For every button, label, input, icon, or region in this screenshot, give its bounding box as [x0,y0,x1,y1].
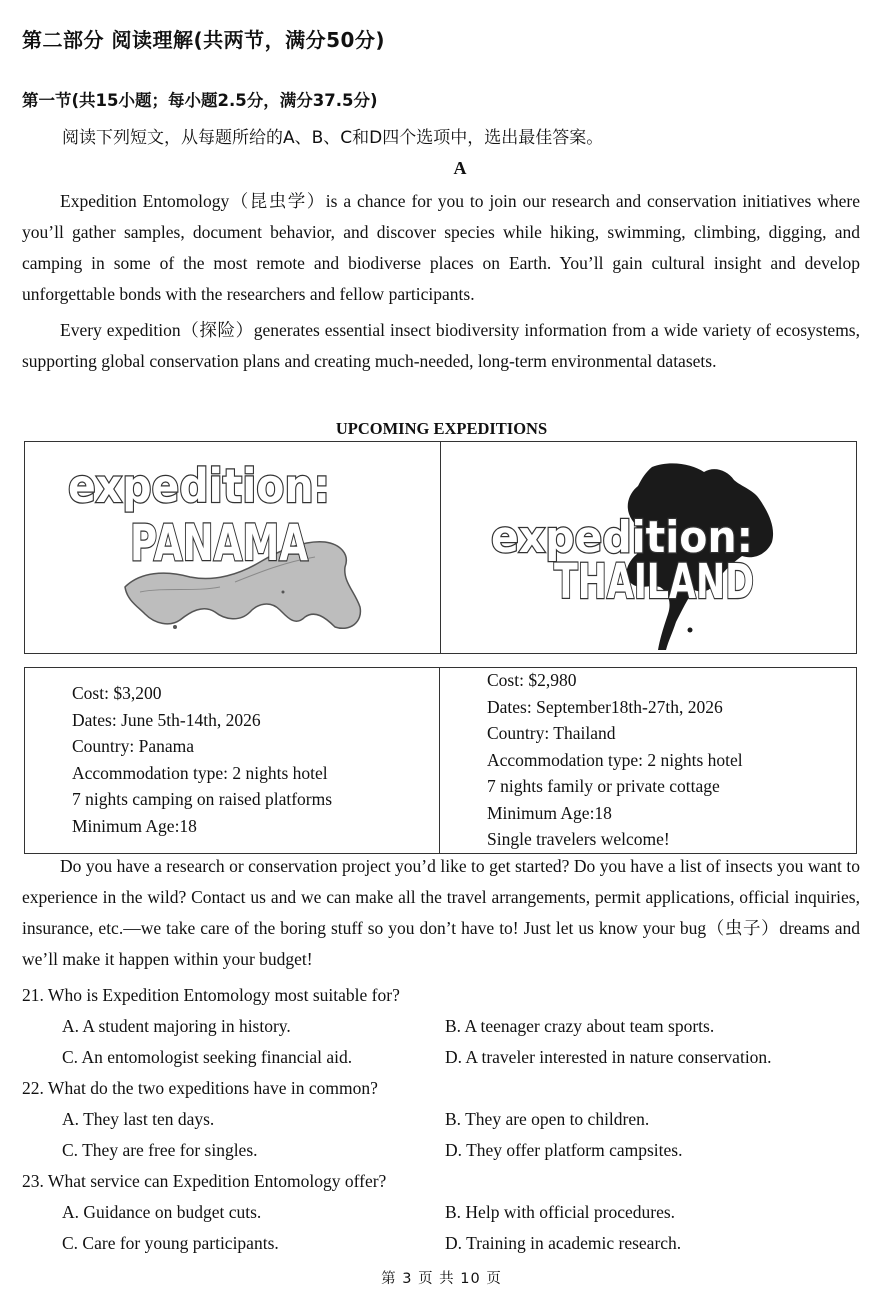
panama-dates: Dates: June 5th-14th, 2026 [72,709,261,730]
panama-country: Country: Panama [72,736,194,756]
svg-text:expedition:: expedition: [491,512,753,563]
instruction-text: 阅读下列短文，从每题所给的A、B、C和D四个选项中，选出最佳答案。 [62,128,604,148]
question-23-option-a: A. Guidance on budget cuts. [62,1202,262,1222]
thailand-accommodation: Accommodation type: 2 nights hotel [487,749,743,770]
panama-cost: Cost: $3,200 [72,683,162,703]
passage-paragraph-1: Expedition Entomology（昆虫学）is a chance for you to join our research and conservation initiatives where you’ll gather samples, document behavior, and discover species while hiking, swimming, climbing, digging, and camping in some of the most remote and biodiverse places on Earth. You’ll gain cultural insight and develop unforgettable bonds with the researchers and fellow participants. [22,191,860,304]
panama-details [72,680,332,839]
page-number: 第 3 页 共 10 页 [381,1271,502,1287]
passage-paragraph-2: Every expedition（探险）generates essential insect biodiversity information from a wide variety of ecosystems, supporting global conservation plans and creating much-needed, long-term environmental datasets. [22,320,860,371]
thailand-logo-image [442,442,856,653]
thailand-details [487,667,743,853]
thailand-country: Country: Thailand [487,723,616,743]
panama-logo-image [25,442,440,653]
question-22-option-a: A. They last ten days. [62,1109,215,1129]
question-21-option-d: D. A traveler interested in nature conservation. [445,1047,772,1067]
question-23-option-d: D. Training in academic research. [445,1233,682,1253]
thailand-min-age: Minimum Age:18 [487,802,612,823]
panama-map-icon [25,442,440,653]
table-title: UPCOMING EXPEDITIONS [335,419,548,438]
question-22-stem: 22. What do the two expeditions have in common? [22,1078,378,1098]
passage-paragraph-3: Do you have a research or conservation project you’d like to get started? Do you have a list of insects you want to experience in the wild? Contact us and we can make all the travel arrangements, permit applications, official inquiries, insurance, etc.—we take care of the boring stuff so you don’t have to! Just let us know your bug（虫子）dreams and we’ll make it happen within your budget! [22,856,860,969]
question-22-option-b: B. They are open to children. [445,1109,650,1129]
thailand-singles: Single travelers welcome! [487,829,670,849]
thailand-cost: Cost: $2,980 [487,670,577,690]
question-23-option-c: C. Care for young participants. [62,1233,279,1253]
question-21-option-a: A. A student majoring in history. [62,1016,291,1036]
question-21-option-b: B. A teenager crazy about team sports. [445,1016,715,1036]
question-23-option-b: B. Help with official procedures. [445,1202,676,1222]
part-title: 第二部分 阅读理解(共两节，满分50分) [22,28,386,52]
thailand-cottage: 7 nights family or private cottage [487,776,720,796]
panama-min-age: Minimum Age:18 [72,815,197,836]
expedition-image-table [24,441,857,654]
panama-accommodation: Accommodation type: 2 nights hotel [72,762,328,783]
passage-label: A [453,158,467,178]
question-22-option-d: D. They offer platform campsites. [445,1140,683,1160]
svg-text:THAILAND: THAILAND [554,554,754,610]
thailand-dates: Dates: September18th-27th, 2026 [487,696,723,717]
question-23-stem: 23. What service can Expedition Entomology offer? [22,1171,387,1191]
question-21-stem: 21. Who is Expedition Entomology most suitable for? [22,985,400,1005]
panama-camping: 7 nights camping on raised platforms [72,789,333,809]
thailand-map-icon [442,442,856,653]
question-21-option-c: C. An entomologist seeking financial aid. [62,1047,353,1067]
svg-text:expedition:: expedition: [68,459,330,513]
section-title: 第一节(共15小题；每小题2.5分，满分37.5分) [22,91,378,110]
question-22-option-c: C. They are free for singles. [62,1140,258,1160]
svg-text:PANAMA: PANAMA [130,514,309,572]
expedition-details-table [24,667,857,854]
